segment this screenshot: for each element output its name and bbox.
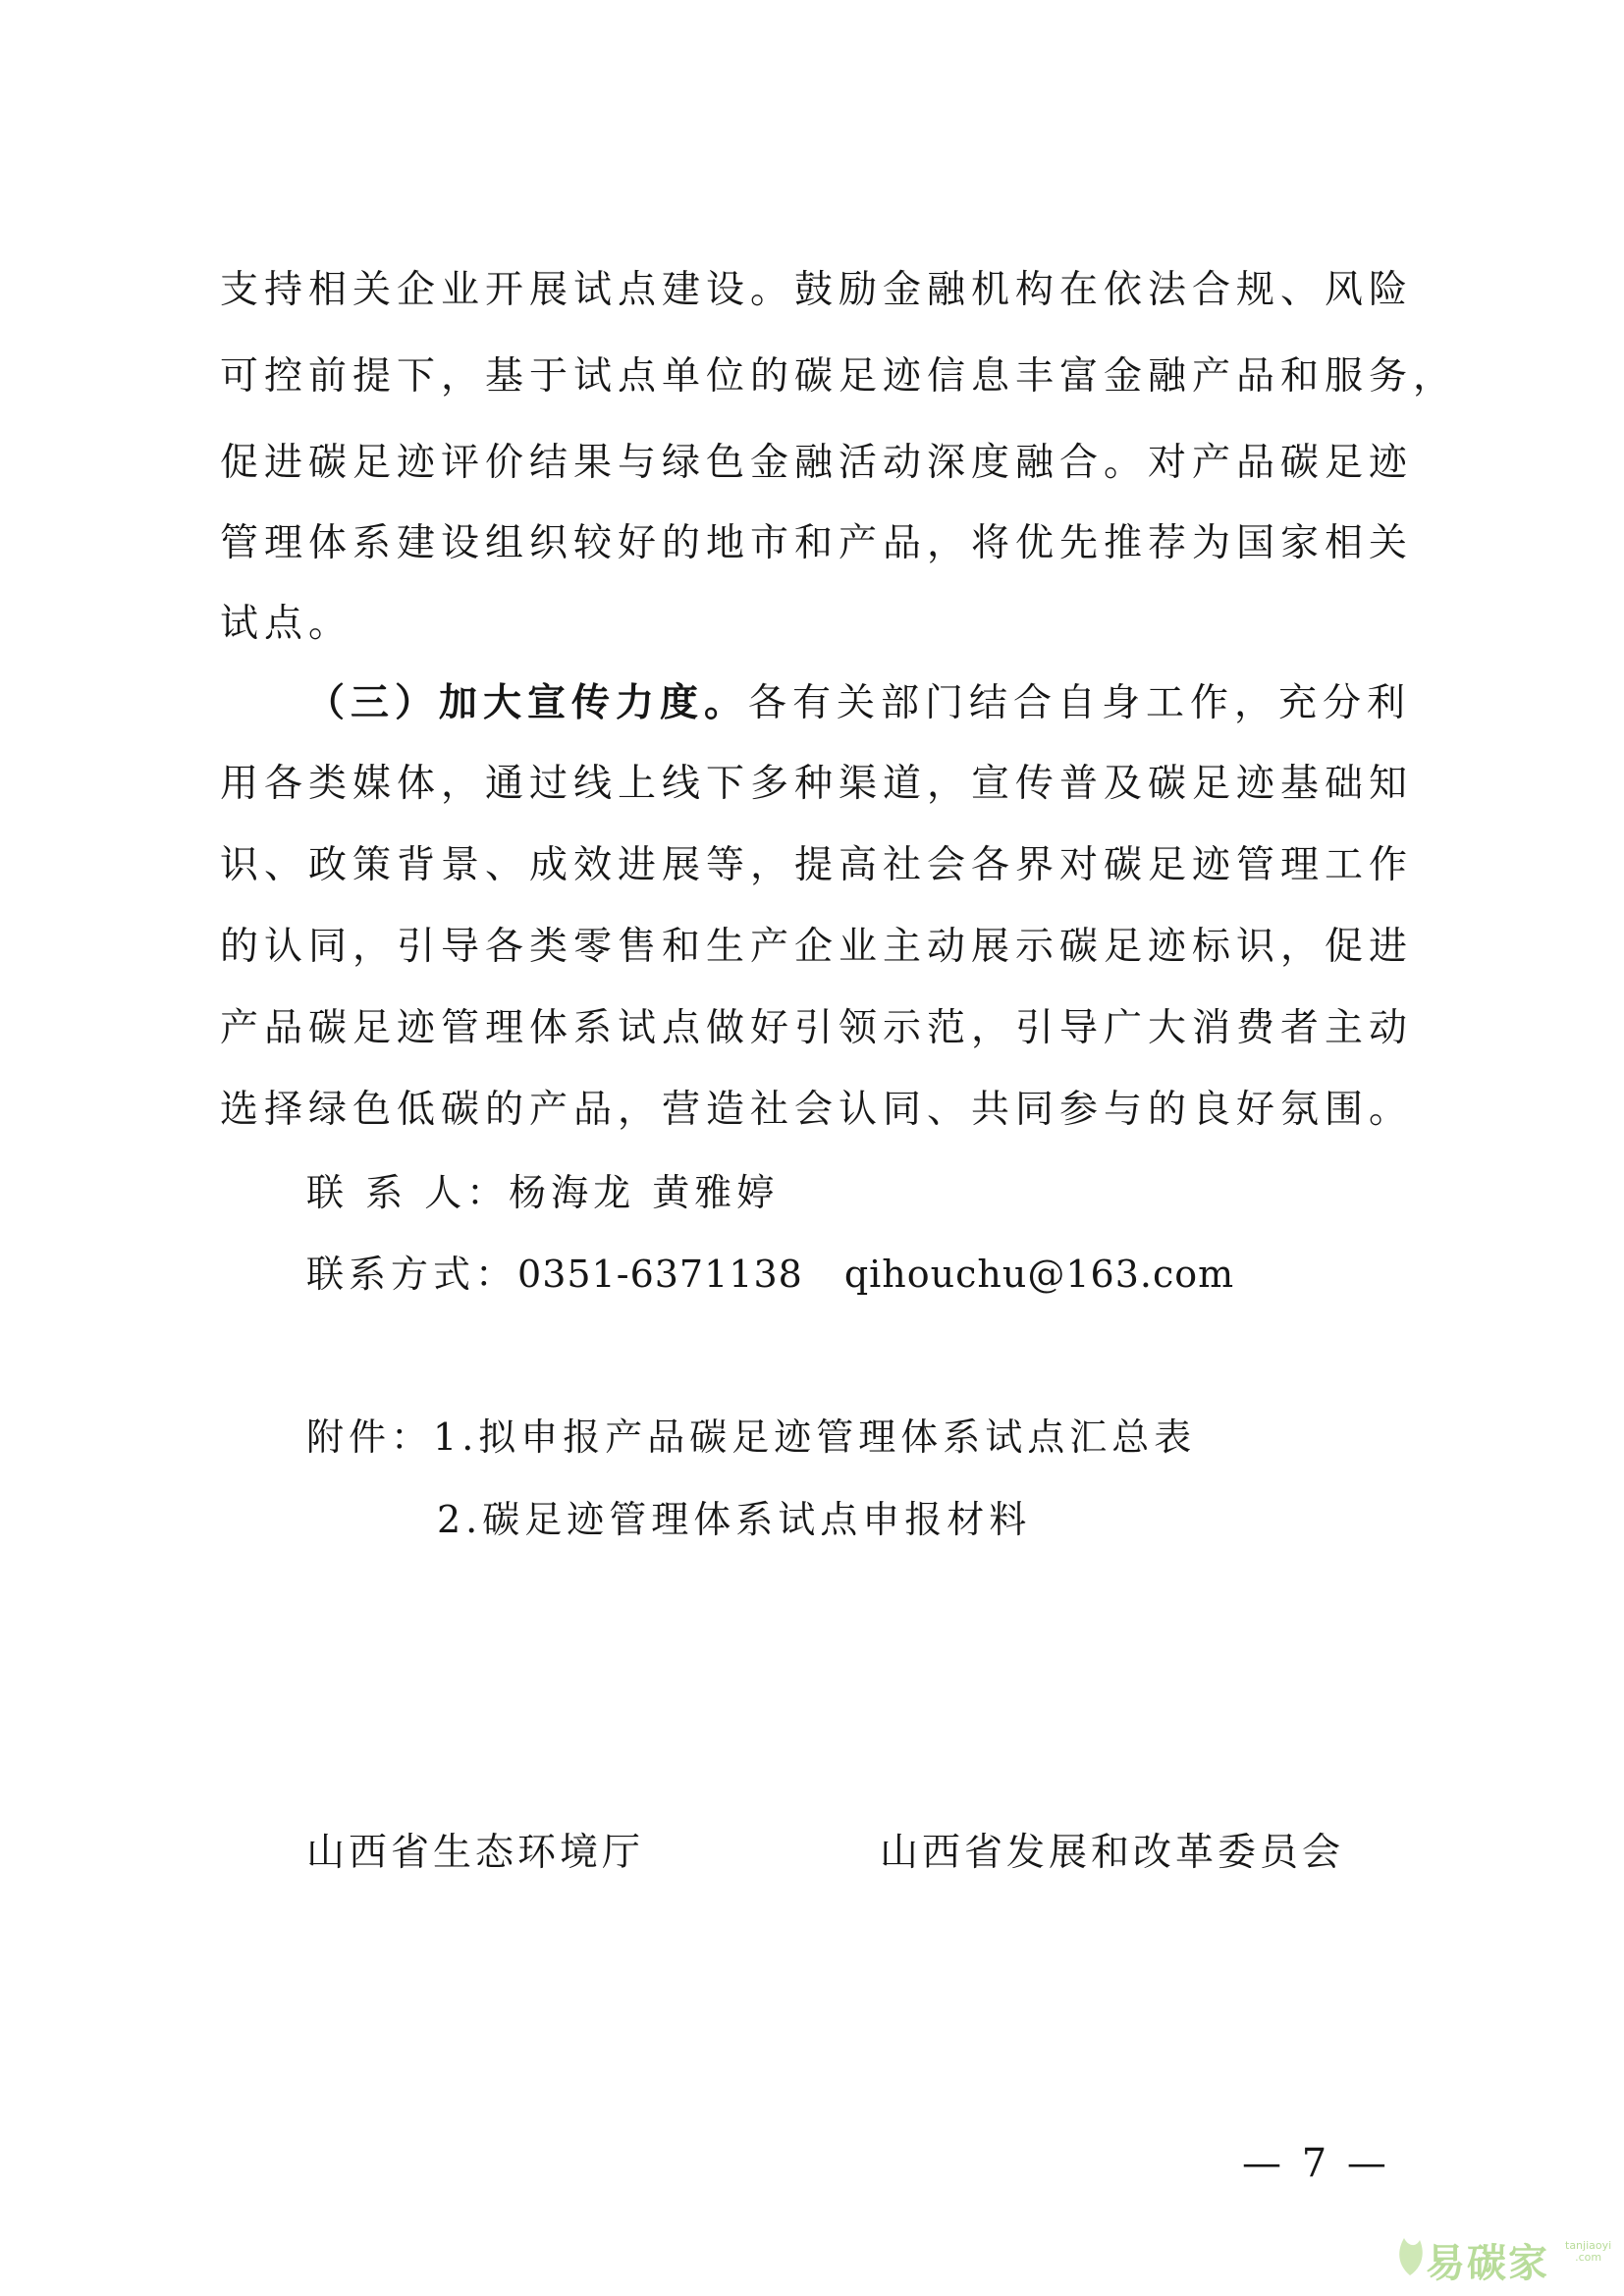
watermark-logo [1392, 2226, 1612, 2286]
watermark-sub-line2: .com [1575, 2251, 1602, 2264]
contact-person-names: 杨海龙 黄雅婷 [509, 1171, 780, 1214]
watermark-subtext [1565, 2240, 1611, 2264]
contact-email: qihouchu@163.com [843, 1253, 1235, 1296]
attachment-1 [306, 1414, 1196, 1461]
body-line-3: 促进碳足迹评价结果与绿色金融活动深度融合。对产品碳足迹 [220, 441, 1414, 485]
signature-right: 山西省发展和改革委员会 [880, 1831, 1345, 1875]
attachment-item-2: 2.碳足迹管理体系试点申报材料 [437, 1498, 1032, 1541]
contact-person-label: 联 系 人： [306, 1171, 510, 1214]
contact-method [306, 1251, 1234, 1298]
watermark-text: 易碳家 [1426, 2241, 1549, 2286]
contact-phone: 0351-6371138 [517, 1253, 803, 1296]
section3-first-rest: 各有关部门结合自身工作，充分利 [748, 681, 1412, 725]
attachment-item-1: 1.拟申报产品碳足迹管理体系试点汇总表 [433, 1415, 1197, 1459]
body-line-2: 可控前提下，基于试点单位的碳足迹信息丰富金融产品和服务， [220, 354, 1458, 399]
leaf-icon [1392, 2230, 1428, 2279]
section3-heading: （三）加大宣传力度。 [306, 680, 749, 725]
section3-line-5: 产品碳足迹管理体系试点做好引领示范，引导广大消费者主动 [220, 1006, 1414, 1050]
attachment-label: 附件： [306, 1415, 434, 1459]
contact-method-label: 联系方式： [306, 1253, 518, 1296]
watermark-sub-line1: tanjiaoyi [1565, 2239, 1612, 2252]
section3-line-6: 选择绿色低碳的产品，营造社会认同、共同参与的良好氛围。 [220, 1088, 1414, 1132]
contact-person [306, 1169, 779, 1216]
page-number: — 7 — [1242, 2141, 1390, 2186]
section3-line-4: 的认同，引导各类零售和生产企业主动展示碳足迹标识，促进 [220, 925, 1414, 969]
body-line-5: 试点。 [220, 602, 353, 646]
section3-line-3: 识、政策背景、成效进展等，提高社会各界对碳足迹管理工作 [220, 843, 1414, 887]
section3-line-2: 用各类媒体，通过线上线下多种渠道，宣传普及碳足迹基础知 [220, 762, 1414, 806]
section3-first-line [306, 679, 1418, 727]
body-line-1: 支持相关企业开展试点建设。鼓励金融机构在依法合规、风险 [220, 268, 1414, 312]
body-line-4: 管理体系建设组织较好的地市和产品，将优先推荐为国家相关 [220, 521, 1414, 565]
signature-left: 山西省生态环境厅 [306, 1831, 645, 1875]
